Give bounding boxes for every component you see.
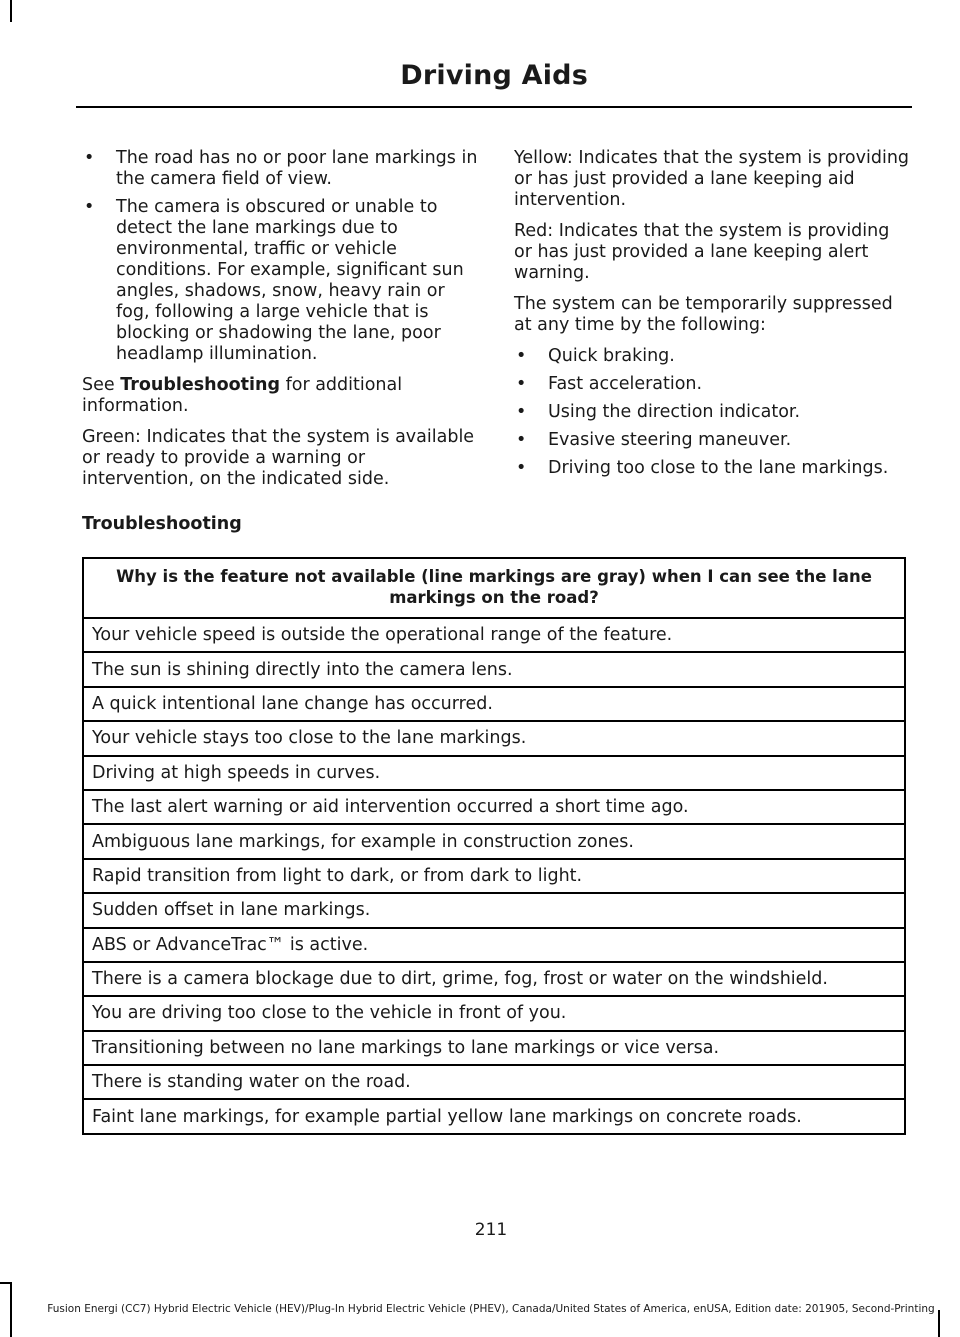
table-cell: There is standing water on the road. — [83, 1065, 905, 1099]
table-cell: The last alert warning or aid intervention occurred a short time ago. — [83, 790, 905, 824]
table-cell: Faint lane markings, for example partial yellow lane markings on concrete roads. — [83, 1099, 905, 1133]
right-bullet-list — [514, 346, 910, 479]
table-row — [83, 893, 905, 927]
table-row — [83, 859, 905, 893]
list-item: • Fast acceleration. — [514, 374, 910, 395]
table-row — [83, 1099, 905, 1133]
table-cell: Transitioning between no lane markings to lane markings or vice versa. — [83, 1031, 905, 1065]
table-row — [83, 652, 905, 686]
table-row — [83, 824, 905, 858]
page-number: 211 — [474, 1220, 508, 1240]
left-bullet-list — [82, 148, 478, 365]
troubleshooting-table — [82, 557, 906, 1135]
crop-mark-bottom-left-h — [0, 1282, 12, 1284]
table-row — [83, 962, 905, 996]
table-row — [83, 1031, 905, 1065]
table-cell: A quick intentional lane change has occurred. — [83, 687, 905, 721]
table-cell: Your vehicle stays too close to the lane markings. — [83, 721, 905, 755]
table-header-cell: Why is the feature not available (line markings are gray) when I can see the lane markings on the road? — [83, 558, 905, 618]
see-prefix: See — [82, 375, 121, 395]
table-row — [83, 687, 905, 721]
table-row — [83, 756, 905, 790]
table-cell: Ambiguous lane markings, for example in construction zones. — [83, 824, 905, 858]
table-cell: Sudden offset in lane markings. — [83, 893, 905, 927]
table-cell: Rapid transition from light to dark, or from dark to light. — [83, 859, 905, 893]
table-row — [83, 996, 905, 1030]
table-row — [83, 1065, 905, 1099]
footer-edition-text: Fusion Energi (CC7) Hybrid Electric Vehicle (HEV)/Plug-In Hybrid Electric Vehicle (PHEV), Canada/United States of America, enUSA, Edition date: 201905, Second-Printing — [47, 1303, 935, 1315]
table-cell: There is a camera blockage due to dirt, grime, fog, frost or water on the windshield. — [83, 962, 905, 996]
crop-mark-top-left — [10, 0, 12, 22]
table-header-row — [83, 558, 905, 618]
list-item: • Evasive steering maneuver. — [514, 430, 910, 451]
table-row — [83, 790, 905, 824]
table-cell: You are driving too close to the vehicle in front of you. — [83, 996, 905, 1030]
see-suffix: for additional information. — [82, 375, 403, 416]
table-row — [83, 928, 905, 962]
list-item: • Driving too close to the lane markings. — [514, 458, 910, 479]
red-indicator-paragraph: Red: Indicates that the system is providing or has just provided a lane keeping alert warning. — [514, 221, 890, 283]
troubleshooting-reference: Troubleshooting — [120, 375, 281, 395]
table-row — [83, 721, 905, 755]
table-row — [83, 618, 905, 652]
table-cell: The sun is shining directly into the camera lens. — [83, 652, 905, 686]
header-divider — [76, 106, 912, 108]
page-title: Driving Aids — [400, 60, 588, 91]
left-column — [82, 148, 478, 500]
list-item: • Using the direction indicator. — [514, 402, 910, 423]
table-cell: Your vehicle speed is outside the operational range of the feature. — [83, 618, 905, 652]
right-column — [514, 148, 910, 489]
suppressed-paragraph: The system can be temporarily suppressed at any time by the following: — [514, 294, 893, 335]
list-item: • The road has no or poor lane markings in the camera field of view. — [82, 148, 478, 190]
see-troubleshooting-paragraph — [82, 375, 478, 417]
table-cell: Driving at high speeds in curves. — [83, 756, 905, 790]
list-item: • The camera is obscured or unable to detect the lane markings due to environmental, traffic or vehicle conditions. For example, significant sun angles, shadows, snow, heavy rain or fog, following a large vehicle that is blocking or shadowing the lane, poor headlamp illumination. — [82, 197, 478, 365]
list-item: • Quick braking. — [514, 346, 910, 367]
yellow-indicator-paragraph: Yellow: Indicates that the system is providing or has just provided a lane keeping aid intervention. — [514, 148, 910, 210]
troubleshooting-heading: Troubleshooting — [82, 514, 242, 534]
table-cell: ABS or AdvanceTrac™ is active. — [83, 928, 905, 962]
green-indicator-paragraph: Green: Indicates that the system is available or ready to provide a warning or intervention, on the indicated side. — [82, 427, 475, 489]
